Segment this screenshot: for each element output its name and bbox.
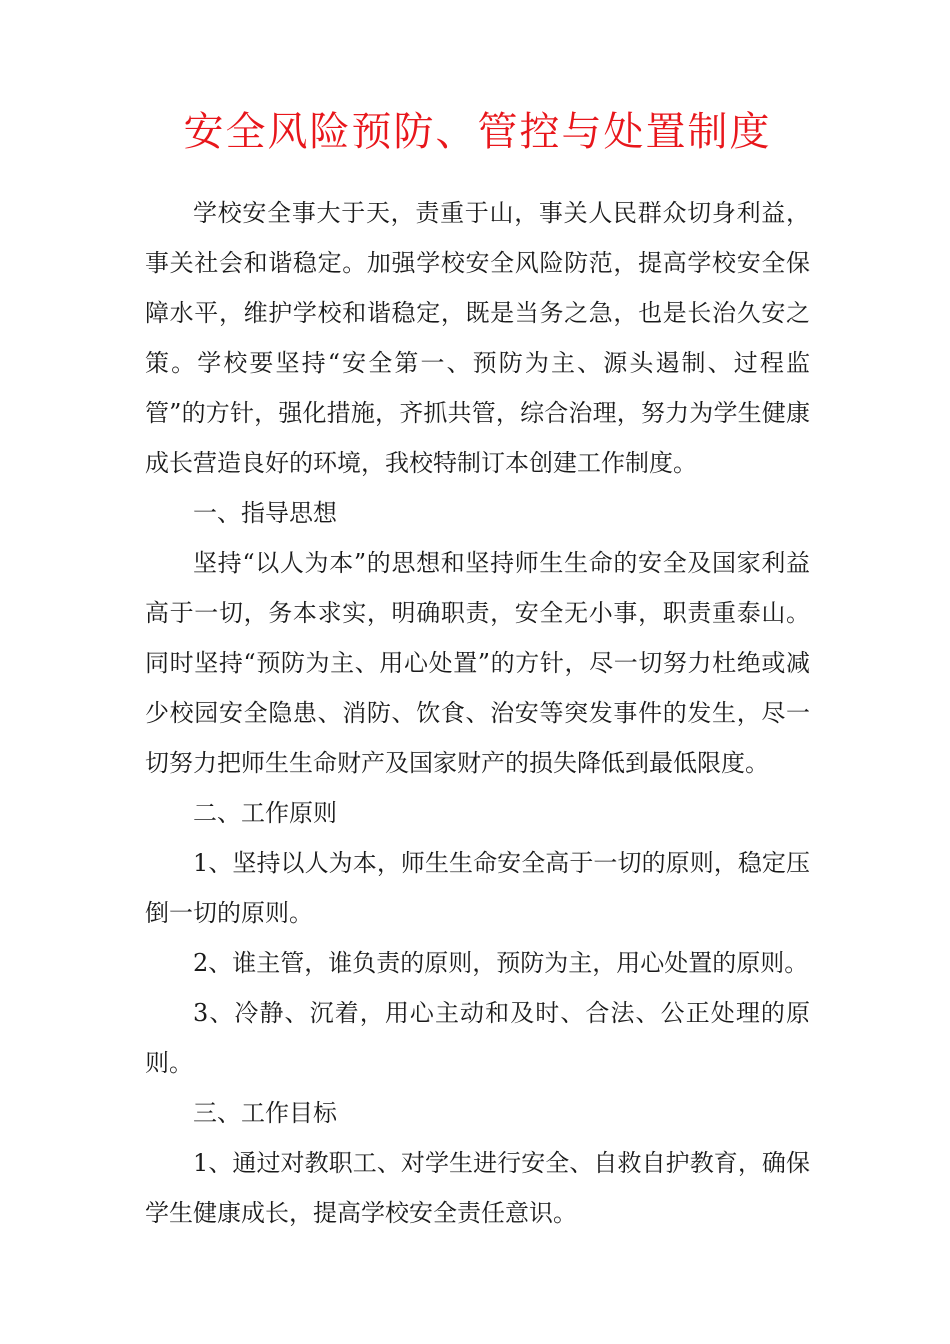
section-heading-work-goals: 三、工作目标 [193,1099,337,1127]
principle-item-1: 1、坚持以人为本，师生生命安全高于一切的原则，稳定压倒一切的原则。 [145,849,810,927]
document-body [145,188,810,1238]
section-heading-work-principles: 二、工作原则 [193,799,337,827]
intro-paragraph: 学校安全事大于天，责重于山，事关人民群众切身利益，事关社会和谐稳定。加强学校安全风险防范，提高学校安全保障水平，维护学校和谐稳定，既是当务之急，也是长治久安之策。学校要坚持“安全第一、预防为主、源头遏制、过程监管”的方针，强化措施，齐抓共管，综合治理，努力为学生健康成长营造良好的环境，我校特制订本创建工作制度。 [145,199,810,477]
section-heading-guiding-ideology: 一、指导思想 [193,499,337,527]
goal-item-1: 1、通过对教职工、对学生进行安全、自救自护教育，确保学生健康成长，提高学校安全责任意识。 [145,1149,810,1227]
principle-item-3: 3、冷静、沉着，用心主动和及时、合法、公正处理的原则。 [145,999,810,1077]
document-title: 安全风险预防、管控与处置制度 [183,109,772,155]
principle-item-2: 2、谁主管，谁负责的原则，预防为主，用心处置的原则。 [193,949,809,977]
guiding-ideology-paragraph: 坚持“以人为本”的思想和坚持师生生命的安全及国家利益高于一切，务本求实，明确职责，安全无小事，职责重泰山。同时坚持“预防为主、用心处置”的方针，尽一切努力杜绝或减少校园安全隐患、消防、饮食、治安等突发事件的发生，尽一切努力把师生生命财产及国家财产的损失降低到最低限度。 [145,549,810,777]
